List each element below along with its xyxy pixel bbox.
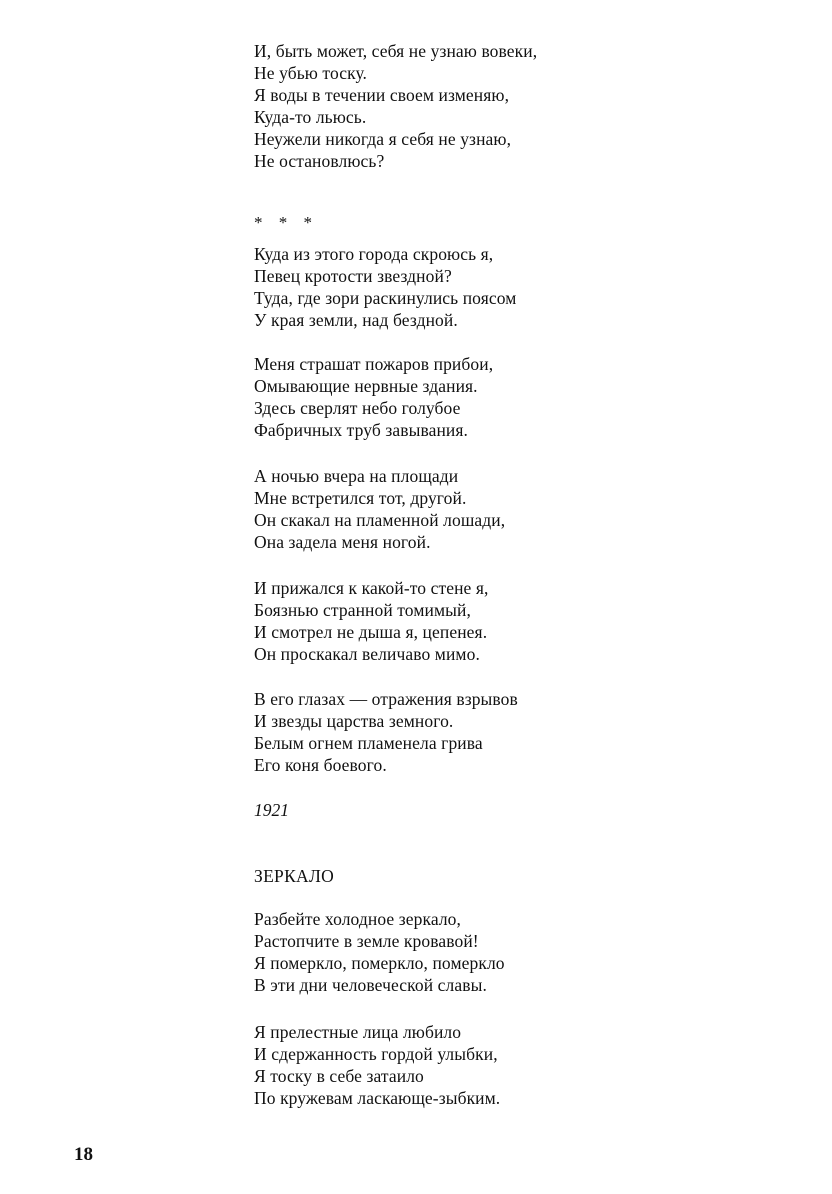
poem-line: Он проскакал величаво мимо. bbox=[254, 644, 480, 664]
poem-line: И прижался к какой-то стене я, bbox=[254, 578, 489, 598]
poem-line: Меня страшат пожаров прибои, bbox=[254, 354, 494, 374]
poem-line: Я прелестные лица любило bbox=[254, 1022, 462, 1042]
stanza-3 bbox=[254, 353, 814, 441]
poem-line: А ночью вчера на площади bbox=[254, 466, 459, 486]
poem-line: Неужели никогда я себя не узнаю, bbox=[254, 129, 512, 149]
poem-line: У края земли, над бездной. bbox=[254, 310, 458, 330]
stanza-6 bbox=[254, 688, 814, 776]
poem-line: Здесь сверлят небо голубое bbox=[254, 398, 461, 418]
poem-line: Растопчите в земле кровавой! bbox=[254, 931, 479, 951]
poem-line: По кружевам ласкающе-зыбким. bbox=[254, 1088, 501, 1108]
section-separator: * * * bbox=[254, 213, 318, 232]
poem-date: 1921 bbox=[254, 800, 289, 820]
poem-line: В его глазах — отражения взрывов bbox=[254, 689, 518, 709]
poem-line: Куда из этого города скроюсь я, bbox=[254, 244, 494, 264]
poem-line: В эти дни человеческой славы. bbox=[254, 975, 487, 995]
poem-line: Не остановлюсь? bbox=[254, 151, 385, 171]
poem-line: И смотрел не дыша я, цепенея. bbox=[254, 622, 488, 642]
stanza-4 bbox=[254, 465, 814, 553]
poem-line: Я воды в течении своем изменяю, bbox=[254, 85, 510, 105]
poem-line: Куда-то льюсь. bbox=[254, 107, 367, 127]
poem-line: Она задела меня ногой. bbox=[254, 532, 431, 552]
poem-line: Не убью тоску. bbox=[254, 63, 368, 83]
poem-line: Мне встретился тот, другой. bbox=[254, 488, 467, 508]
poem-line: И, быть может, себя не узнаю вовеки, bbox=[254, 41, 538, 61]
poem-line: Фабричных труб завывания. bbox=[254, 420, 468, 440]
poem-line: Его коня боевого. bbox=[254, 755, 387, 775]
page-number: 18 bbox=[74, 1144, 93, 1165]
poem-line: Разбейте холодное зеркало, bbox=[254, 909, 462, 929]
poem-line: Омывающие нервные здания. bbox=[254, 376, 478, 396]
poem-line: Туда, где зори раскинулись поясом bbox=[254, 288, 517, 308]
stanza-5 bbox=[254, 577, 814, 665]
stanza-2 bbox=[254, 243, 814, 331]
stanza-7 bbox=[254, 908, 814, 996]
poem-line: Я тоску в себе затаило bbox=[254, 1066, 424, 1086]
poem-title: ЗЕРКАЛО bbox=[254, 866, 335, 886]
poem-line: Я померкло, померкло, померкло bbox=[254, 953, 505, 973]
poem-line: Белым огнем пламенела грива bbox=[254, 733, 483, 753]
poem-line: И звезды царства земного. bbox=[254, 711, 454, 731]
poem-line: Боязнью странной томимый, bbox=[254, 600, 471, 620]
stanza-8 bbox=[254, 1021, 814, 1109]
poem-line: Певец кротости звездной? bbox=[254, 266, 452, 286]
poem-line: И сдержанность гордой улыбки, bbox=[254, 1044, 498, 1064]
poem-line: Он скакал на пламенной лошади, bbox=[254, 510, 506, 530]
stanza-1 bbox=[254, 40, 814, 172]
